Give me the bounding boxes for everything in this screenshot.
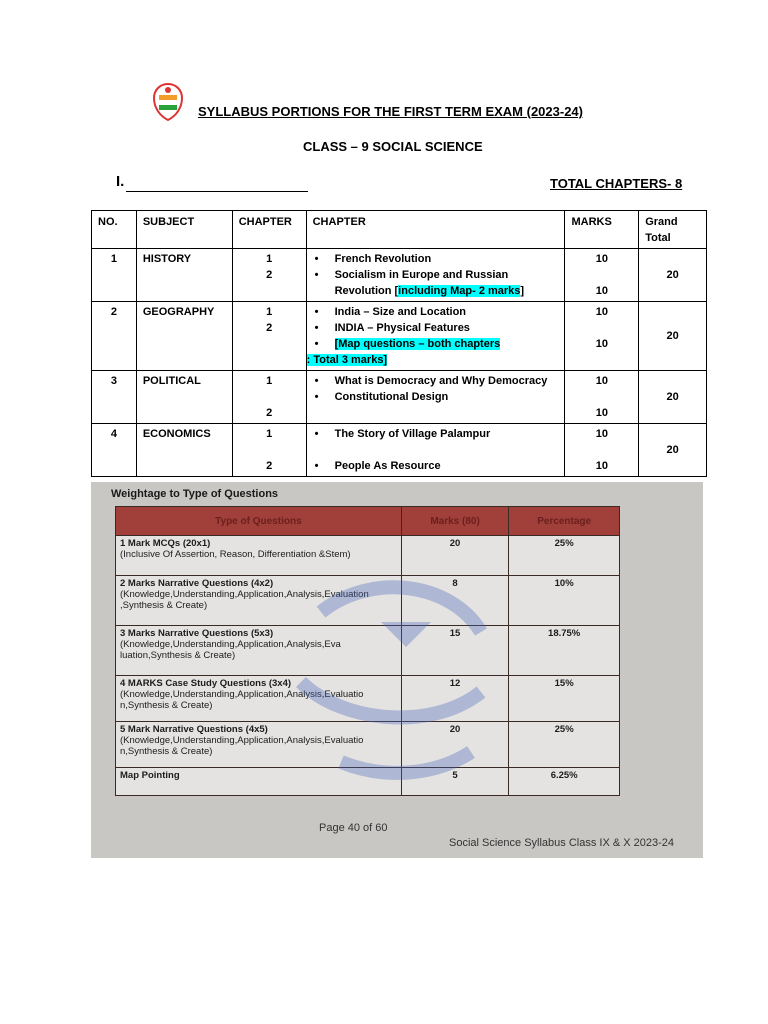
chapter-item: • French Revolution: [313, 251, 559, 267]
chapter-item: • What is Democracy and Why Democracy: [313, 373, 559, 389]
question-type-name: 1 Mark MCQs (20x1): [120, 538, 211, 549]
percentage-value: 18.75%: [509, 626, 620, 676]
weightage-row: [116, 768, 620, 796]
page-title: SYLLABUS PORTIONS FOR THE FIRST TERM EXAM (2023-24): [198, 104, 583, 119]
question-type-detail: (Knowledge,Understanding,Application,Analysis,Evaluatio n,Synthesis & Create): [120, 689, 364, 711]
question-type-detail: (Knowledge,Understanding,Application,Analysis,Eva luation,Synthesis & Create): [120, 639, 341, 661]
percentage-value: 25%: [509, 536, 620, 576]
marks: [565, 371, 639, 424]
mark-value: 10: [595, 407, 608, 419]
chapter-numbers: [232, 249, 306, 302]
chapter-item: • People As Resource: [313, 458, 559, 474]
chapter-number: 2: [266, 269, 273, 281]
grand-total: 20: [639, 302, 707, 371]
grand-total: 20: [639, 249, 707, 302]
question-type: [116, 536, 402, 576]
weightage-row: [116, 576, 620, 626]
chapter-list: [306, 371, 565, 424]
question-type-detail: (Inclusive Of Assertion, Reason, Differentiation &Stem): [120, 549, 351, 560]
subject: ECONOMICS: [136, 424, 232, 477]
grand-total: 20: [639, 424, 707, 477]
row-number: 4: [92, 424, 137, 477]
footer-text: Social Science Syllabus Class IX & X 2023-24: [449, 837, 675, 849]
col-header-marks: Marks (80): [401, 507, 509, 536]
highlighted-note: including Map- 2 marks: [398, 285, 521, 297]
weightage-table: [115, 506, 620, 796]
col-header-chapter: CHAPTER: [306, 211, 565, 249]
subject: GEOGRAPHY: [136, 302, 232, 371]
weightage-header-row: [116, 507, 620, 536]
mark-value: 10: [595, 338, 608, 350]
row-number: 3: [92, 371, 137, 424]
weightage-photo: [91, 482, 703, 858]
map-note: [313, 336, 565, 352]
syllabus-table: [91, 210, 707, 477]
page-number: Page 40 of 60: [319, 822, 388, 834]
table-header-row: [92, 211, 707, 249]
col-header-chapter-no: CHAPTER: [232, 211, 306, 249]
chapter-list: [306, 424, 565, 477]
total-chapters: TOTAL CHAPTERS- 8: [550, 176, 683, 191]
question-type-detail: (Knowledge,Understanding,Application,Analysis,Evaluatio n,Synthesis & Create): [120, 735, 364, 757]
section-number: I.: [116, 173, 125, 190]
mark-value: 10: [595, 375, 608, 387]
marks: [565, 424, 639, 477]
subject: HISTORY: [136, 249, 232, 302]
marks-value: 20: [401, 536, 509, 576]
col-header-marks: MARKS: [565, 211, 639, 249]
weightage-row: [116, 536, 620, 576]
percentage-value: 15%: [509, 676, 620, 722]
col-header-subject: SUBJECT: [136, 211, 232, 249]
highlighted-note: [Map questions – both chapters: [334, 338, 501, 350]
chapter-list: [306, 302, 565, 371]
col-header-percentage: Percentage: [509, 507, 620, 536]
col-header-grand-total: Grand Total: [639, 211, 707, 249]
col-header-no: NO.: [92, 211, 137, 249]
question-type-name: 2 Marks Narrative Questions (4x2): [120, 578, 274, 589]
marks: [565, 302, 639, 371]
mark-value: 10: [595, 428, 608, 440]
table-row: [92, 302, 707, 371]
section-underline: [126, 191, 308, 192]
percentage-value: 25%: [509, 722, 620, 768]
weightage-title: Weightage to Type of Questions: [111, 488, 279, 500]
chapter-number: 2: [266, 407, 273, 419]
chapter-numbers: [232, 371, 306, 424]
marks-value: 20: [401, 722, 509, 768]
mark-value: 10: [595, 460, 608, 472]
weightage-row: [116, 676, 620, 722]
chapter-number: 2: [266, 460, 273, 472]
percentage-value: 6.25%: [509, 768, 620, 796]
question-type-detail: (Knowledge,Understanding,Application,Analysis,Evaluation ,Synthesis & Create): [120, 589, 369, 611]
chapter-number: 1: [266, 253, 273, 265]
question-type-name: 3 Marks Narrative Questions (5x3): [120, 628, 274, 639]
chapter-item: • INDIA – Physical Features: [313, 320, 565, 336]
chapter-number: 1: [266, 375, 273, 387]
marks-value: 15: [401, 626, 509, 676]
mark-value: 10: [595, 253, 608, 265]
marks: [565, 249, 639, 302]
text-part: ]: [520, 285, 525, 297]
weightage-row: [116, 626, 620, 676]
percentage-value: 10%: [509, 576, 620, 626]
weightage-row: [116, 722, 620, 768]
col-header-type: Type of Questions: [116, 507, 402, 536]
grand-total: 20: [639, 371, 707, 424]
question-type: [116, 576, 402, 626]
marks-value: 5: [401, 768, 509, 796]
school-emblem-logo: [150, 82, 186, 122]
highlighted-note: : Total 3 marks]: [306, 354, 388, 366]
table-row: [92, 424, 707, 477]
row-number: 2: [92, 302, 137, 371]
chapter-numbers: [232, 424, 306, 477]
mark-value: 10: [595, 306, 608, 318]
question-type: [116, 768, 402, 796]
question-type: [116, 676, 402, 722]
row-number: 1: [92, 249, 137, 302]
page-subtitle: CLASS – 9 SOCIAL SCIENCE: [303, 139, 483, 154]
marks-value: 12: [401, 676, 509, 722]
subject: POLITICAL: [136, 371, 232, 424]
question-type-name: Map Pointing: [120, 770, 180, 781]
mark-value: 10: [595, 285, 608, 297]
chapter-number: 2: [266, 322, 273, 334]
question-type: [116, 722, 402, 768]
chapter-numbers: [232, 302, 306, 371]
marks-value: 8: [401, 576, 509, 626]
chapter-item: • Socialism in Europe and Russian: [313, 267, 559, 283]
table-row: [92, 249, 707, 302]
chapter-item: • The Story of Village Palampur: [313, 426, 559, 442]
chapter-number: 1: [266, 306, 273, 318]
chapter-number: 1: [266, 428, 273, 440]
question-type-name: 4 MARKS Case Study Questions (3x4): [120, 678, 292, 689]
question-type-name: 5 Mark Narrative Questions (4x5): [120, 724, 268, 735]
question-type: [116, 626, 402, 676]
chapter-item-continued: [313, 283, 559, 299]
chapter-item: • Constitutional Design: [313, 389, 559, 405]
text-part: Revolution [: [334, 285, 399, 297]
chapter-list: [306, 249, 565, 302]
chapter-item: • India – Size and Location: [313, 304, 565, 320]
table-row: [92, 371, 707, 424]
